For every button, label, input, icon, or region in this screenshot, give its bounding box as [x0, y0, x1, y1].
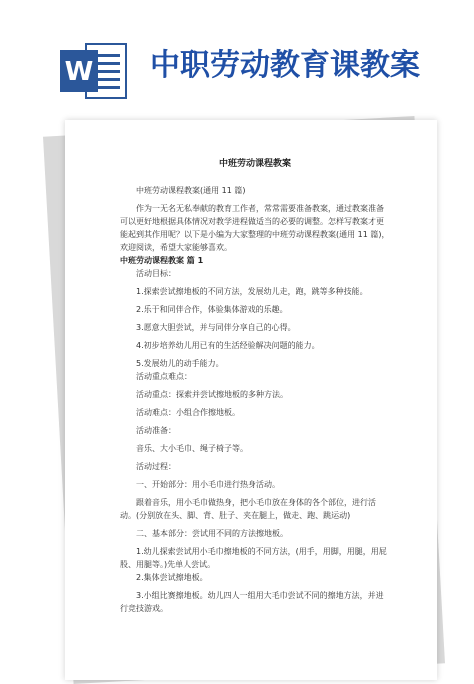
content-line: 1.幼儿探索尝试用小毛巾擦地板的不同方法，(用手，用脚，用腿，用屁股、用腿等。)先单人尝试。 [120, 547, 387, 569]
content-line: 活动重点难点： [136, 372, 192, 381]
content-line: 2.乐于和同伴合作，体验集体游戏的乐趣。 [136, 305, 288, 314]
content-line: 活动重点：探索并尝试擦地板的多种方法。 [136, 390, 288, 399]
content-line: 活动难点：小组合作擦地板。 [136, 408, 240, 417]
banner [0, 0, 474, 110]
content-line: 活动过程： [136, 462, 176, 471]
content-line: 活动准备： [136, 426, 176, 435]
content-line: 3.愿意大胆尝试，并与同伴分享自己的心得。 [136, 323, 296, 332]
content-line: 3.小组比赛擦地板。幼儿四人一组用大毛巾尝试不同的擦地方法，并进行竞技游戏。 [120, 591, 384, 613]
content-line: 活动目标： [136, 269, 176, 278]
document-title: 中班劳动课程教案 [218, 159, 291, 169]
content-line: 音乐、大小毛巾、绳子椅子等。 [136, 444, 248, 453]
content-line: 二、基本部分：尝试用不同的方法擦地板。 [136, 529, 288, 538]
section-heading: 中班劳动课程教案 篇 1 [120, 256, 204, 265]
content-line: 1.探索尝试擦地板的不同方法，发展幼儿走，跑，跳等多种技能。 [136, 287, 368, 296]
content-line: 一、开始部分：用小毛巾进行热身活动。 [136, 480, 280, 489]
banner-title: 中职劳动教育课教案 [150, 48, 420, 83]
document-subtitle: 中班劳动课程教案(通用 11 篇) [136, 186, 246, 195]
content-line: 2.集体尝试擦地板。 [136, 573, 208, 582]
intro-paragraph: 作为一无名无私奉献的教育工作者，常常需要准备教案，通过教案准备可以更好地根据具体情况对教学进程做适当的必要的调整。怎样写教案才更能起到其作用呢？以下是小编为大家整理的中班劳动课程教案(通用 11 篇)，欢迎阅读，希望大家能够喜欢。 [120, 204, 390, 252]
document-page [65, 120, 437, 680]
word-document-icon [60, 40, 130, 102]
content-line: 4.初步培养幼儿用已有的生活经验解决问题的能力。 [136, 341, 320, 350]
document-content [120, 158, 390, 615]
content-line: 跟着音乐，用小毛巾做热身，把小毛巾放在身体的各个部位，进行活动。(分别放在头、脚、背、肚子、夹在腿上，做走、跑、跳运动) [120, 498, 376, 520]
content-line: 5.发展幼儿的动手能力。 [136, 359, 224, 368]
word-letter: W [64, 57, 94, 87]
